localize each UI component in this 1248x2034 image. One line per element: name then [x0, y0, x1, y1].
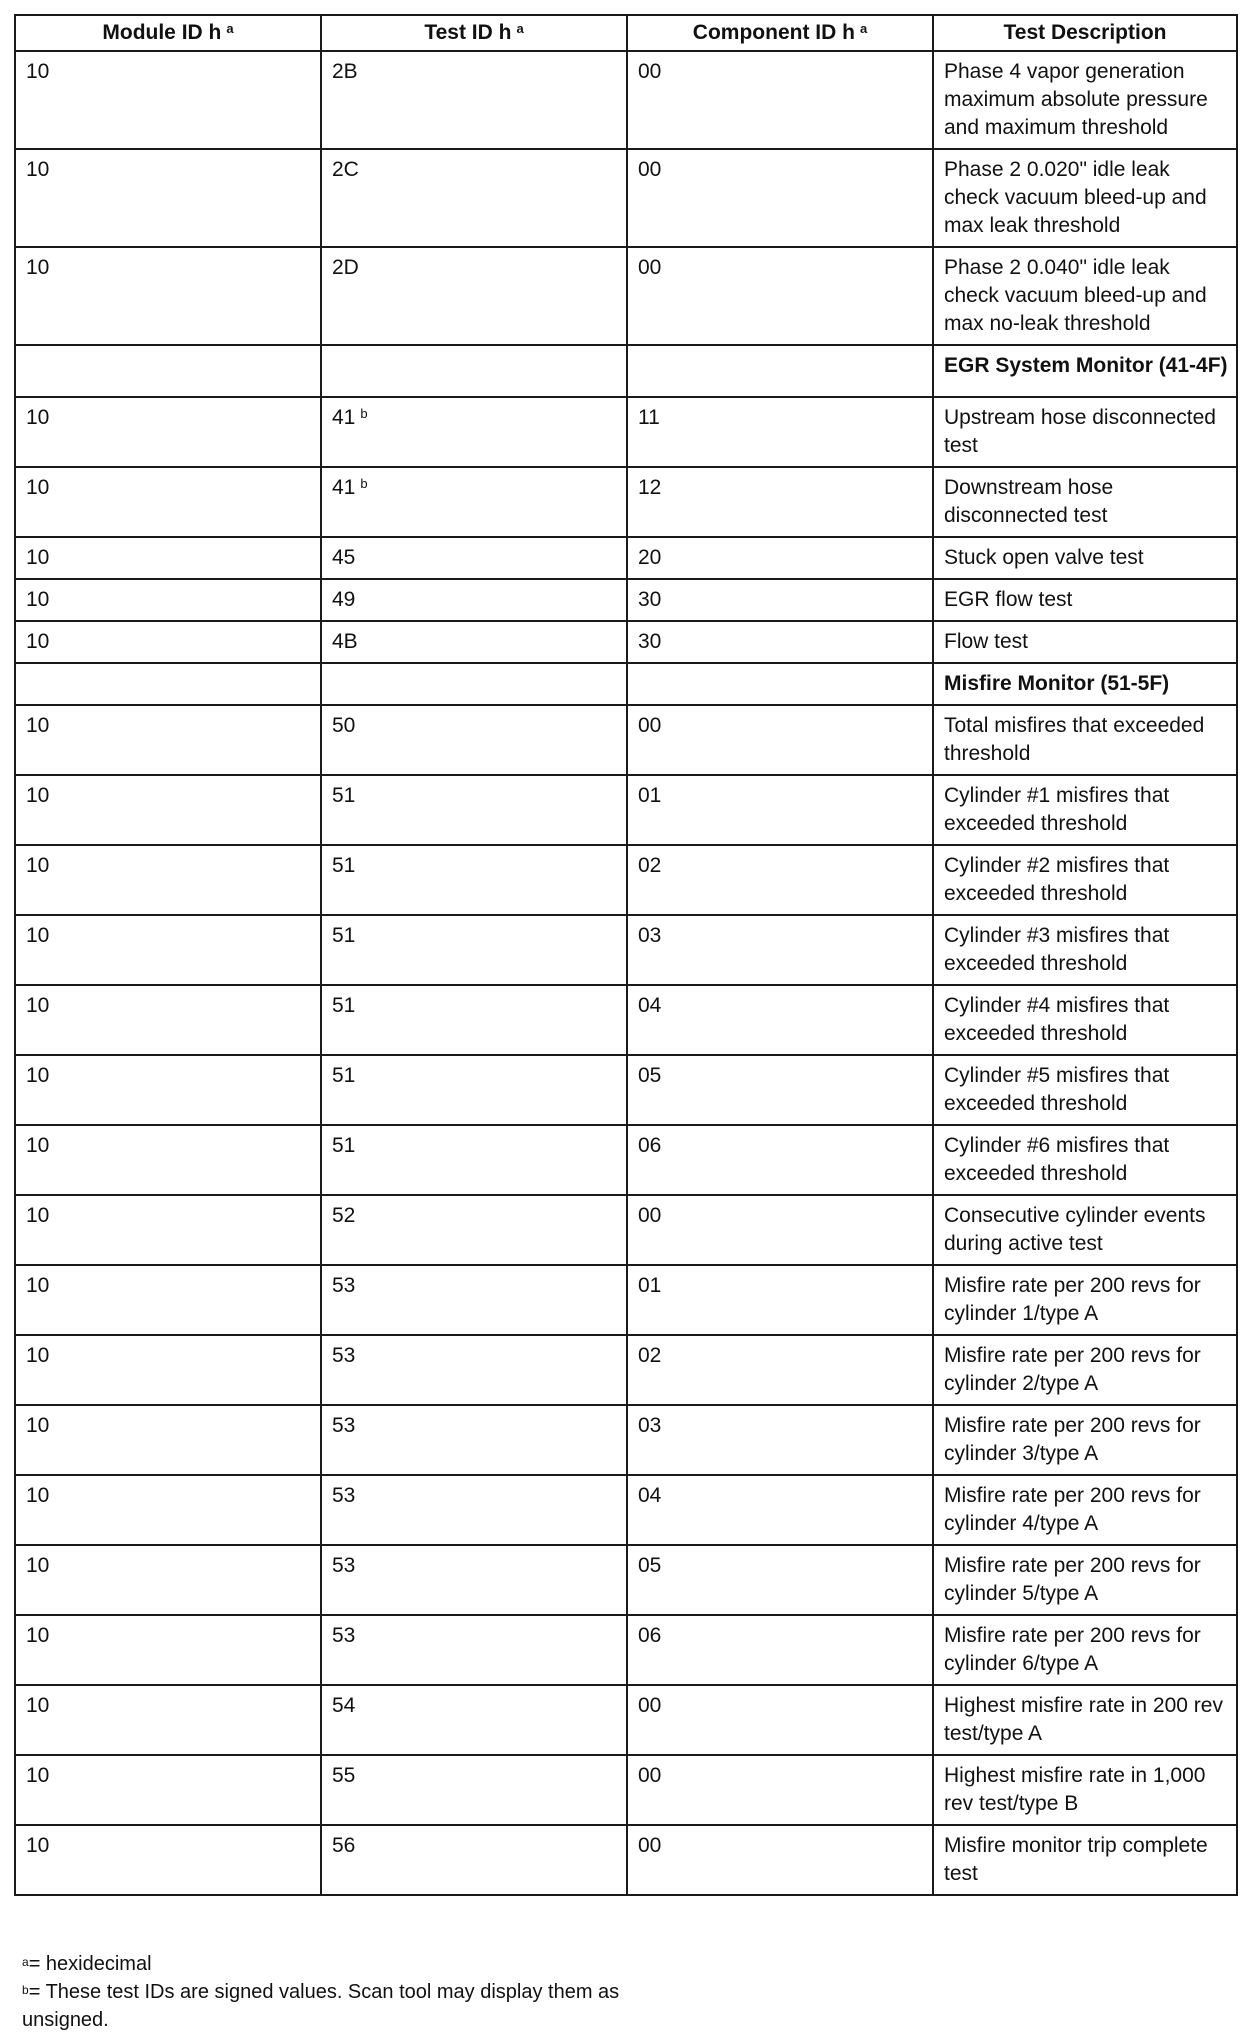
module-id-cell-text: 10 [26, 784, 50, 807]
footnotes [22, 1950, 622, 2034]
test-description-cell-text: Misfire rate per 200 revs for cylinder 1/type A [944, 1274, 1201, 1325]
test-id-cell-text: 50 [332, 714, 356, 737]
module-id-cell-text: 10 [26, 854, 50, 877]
test-id-cell-text: 53 [332, 1624, 356, 1647]
table-row [15, 149, 1237, 247]
module-id-cell [15, 537, 321, 579]
test-id-cell [321, 1615, 627, 1685]
test-description-cell [933, 51, 1237, 149]
test-id-cell-text: 53 [332, 1344, 356, 1367]
test-id-cell-text: 2D [332, 256, 359, 279]
table-row [15, 537, 1237, 579]
footnote-text: = These test IDs are signed values. Scan tool may display them as unsigned. [22, 1981, 620, 2031]
module-id-cell-text: 10 [26, 546, 50, 569]
component-id-cell [627, 51, 933, 149]
component-id-cell [627, 705, 933, 775]
table-row [15, 397, 1237, 467]
component-id-cell-text: 30 [638, 588, 662, 611]
component-id-cell [627, 579, 933, 621]
test-description-cell-text: Misfire rate per 200 revs for cylinder 6/type A [944, 1624, 1201, 1675]
component-id-cell [627, 1825, 933, 1895]
component-id-cell-text: 00 [638, 1694, 662, 1717]
table-row [15, 985, 1237, 1055]
module-id-cell-text: 10 [26, 1834, 50, 1857]
test-description-cell-text: Flow test [944, 630, 1029, 653]
test-id-cell [321, 915, 627, 985]
component-id-cell-text: 00 [638, 1204, 662, 1227]
table-row [15, 1685, 1237, 1755]
test-description-cell [933, 621, 1237, 663]
test-description-cell-text: Cylinder #3 misfires that exceeded threshold [944, 924, 1170, 975]
test-id-cell [321, 1405, 627, 1475]
header-label: Component ID h [692, 21, 855, 44]
component-id-cell [627, 537, 933, 579]
header-component-id [627, 15, 933, 51]
table-row [15, 579, 1237, 621]
test-id-cell-text: 41 [332, 476, 356, 499]
table-row [15, 1405, 1237, 1475]
module-id-cell [15, 845, 321, 915]
module-id-cell [15, 1125, 321, 1195]
test-id-cell [321, 1195, 627, 1265]
test-id-cell-text: 51 [332, 1134, 356, 1157]
test-id-cell [321, 845, 627, 915]
test-id-cell [321, 1475, 627, 1545]
table-header [15, 15, 1237, 51]
module-id-cell [15, 775, 321, 845]
component-id-cell [627, 345, 933, 397]
test-description-cell [933, 1545, 1237, 1615]
component-id-cell-text: 00 [638, 714, 662, 737]
test-id-cell [321, 985, 627, 1055]
test-description-cell [933, 663, 1237, 705]
component-id-cell-text: 04 [638, 994, 662, 1017]
test-description-cell [933, 397, 1237, 467]
component-id-cell-text: 11 [638, 406, 660, 429]
header-test-id [321, 15, 627, 51]
test-description-cell-text: Upstream hose disconnected test [944, 406, 1216, 457]
component-id-cell [627, 1195, 933, 1265]
test-id-cell [321, 1335, 627, 1405]
test-description-cell [933, 247, 1237, 345]
module-id-cell [15, 663, 321, 705]
test-description-cell [933, 1475, 1237, 1545]
test-description-cell [933, 1405, 1237, 1475]
component-id-cell [627, 775, 933, 845]
header-module-id [15, 15, 321, 51]
table-row [15, 775, 1237, 845]
table-row [15, 1545, 1237, 1615]
module-id-cell [15, 247, 321, 345]
component-id-cell-text: 03 [638, 924, 662, 947]
test-id-cell [321, 247, 627, 345]
component-id-cell-text: 00 [638, 1834, 662, 1857]
module-id-cell-text: 10 [26, 1274, 50, 1297]
module-id-cell [15, 149, 321, 247]
component-id-cell-text: 00 [638, 256, 662, 279]
monitor-test-table [14, 14, 1238, 1896]
test-id-cell-text: 49 [332, 588, 356, 611]
test-id-cell-text: 51 [332, 854, 356, 877]
module-id-cell-text: 10 [26, 60, 50, 83]
test-description-cell-text: Total misfires that exceeded threshold [944, 714, 1205, 765]
test-description-cell-text: Misfire rate per 200 revs for cylinder 2/type A [944, 1344, 1201, 1395]
module-id-cell-text: 10 [26, 1414, 50, 1437]
test-description-cell-text: Cylinder #2 misfires that exceeded threshold [944, 854, 1170, 905]
table-row [15, 51, 1237, 149]
test-description-cell [933, 1825, 1237, 1895]
table-row [15, 467, 1237, 537]
module-id-cell [15, 51, 321, 149]
header-row [15, 15, 1237, 51]
table-row [15, 621, 1237, 663]
test-description-cell-text: Highest misfire rate in 1,000 rev test/type B [944, 1764, 1206, 1815]
module-id-cell [15, 1195, 321, 1265]
table-row [15, 1475, 1237, 1545]
test-description-cell [933, 537, 1237, 579]
module-id-cell-text: 10 [26, 1344, 50, 1367]
component-id-cell-text: 20 [638, 546, 662, 569]
test-id-cell [321, 537, 627, 579]
test-description-cell [933, 1685, 1237, 1755]
header-footnote-marker: a [859, 21, 868, 36]
module-id-cell-text: 10 [26, 1204, 50, 1227]
table-row [15, 845, 1237, 915]
test-id-cell [321, 1055, 627, 1125]
component-id-cell [627, 621, 933, 663]
module-id-cell-text: 10 [26, 630, 50, 653]
component-id-cell [627, 1335, 933, 1405]
component-id-cell [627, 1265, 933, 1335]
table-row [15, 705, 1237, 775]
component-id-cell [627, 1755, 933, 1825]
component-id-cell [627, 1055, 933, 1125]
test-description-cell [933, 1055, 1237, 1125]
test-id-footnote-marker: b [360, 406, 368, 421]
component-id-cell [627, 663, 933, 705]
component-id-cell [627, 247, 933, 345]
component-id-cell-text: 06 [638, 1134, 662, 1157]
module-id-cell [15, 1265, 321, 1335]
component-id-cell [627, 1685, 933, 1755]
test-id-cell-text: 51 [332, 784, 356, 807]
section-header-row [15, 345, 1237, 397]
test-id-cell [321, 397, 627, 467]
test-description-cell [933, 149, 1237, 247]
footnote-marker: a [22, 1955, 29, 1969]
module-id-cell-text: 10 [26, 1624, 50, 1647]
module-id-cell [15, 1825, 321, 1895]
test-id-cell [321, 1265, 627, 1335]
test-id-cell [321, 1755, 627, 1825]
test-id-cell-text: 4B [332, 630, 358, 653]
test-description-cell [933, 705, 1237, 775]
test-description-cell [933, 1195, 1237, 1265]
module-id-cell-text: 10 [26, 1694, 50, 1717]
component-id-cell [627, 467, 933, 537]
table-row [15, 915, 1237, 985]
component-id-cell-text: 02 [638, 854, 662, 877]
component-id-cell-text: 01 [638, 784, 662, 807]
component-id-cell [627, 1545, 933, 1615]
component-id-cell [627, 149, 933, 247]
test-description-cell-text: Downstream hose disconnected test [944, 476, 1114, 527]
module-id-cell [15, 1545, 321, 1615]
test-description-cell-text: Misfire rate per 200 revs for cylinder 4/type A [944, 1484, 1201, 1535]
test-id-cell [321, 1825, 627, 1895]
test-description-cell [933, 1125, 1237, 1195]
table-row [15, 1265, 1237, 1335]
module-id-cell-text: 10 [26, 476, 50, 499]
test-id-cell [321, 1685, 627, 1755]
table-row [15, 247, 1237, 345]
component-id-cell [627, 1125, 933, 1195]
component-id-cell-text: 00 [638, 60, 662, 83]
module-id-cell-text: 10 [26, 994, 50, 1017]
test-id-cell [321, 345, 627, 397]
test-id-cell-text: 55 [332, 1764, 356, 1787]
component-id-cell-text: 12 [638, 476, 662, 499]
component-id-cell-text: 05 [638, 1554, 662, 1577]
test-description-cell [933, 579, 1237, 621]
test-id-cell [321, 705, 627, 775]
component-id-cell-text: 00 [638, 158, 662, 181]
test-description-cell-text: Cylinder #4 misfires that exceeded threshold [944, 994, 1170, 1045]
test-id-cell [321, 621, 627, 663]
component-id-cell [627, 1615, 933, 1685]
component-id-cell-text: 30 [638, 630, 662, 653]
module-id-cell [15, 621, 321, 663]
test-id-cell-text: 53 [332, 1484, 356, 1507]
table-row [15, 1055, 1237, 1125]
test-description-cell-text: Misfire rate per 200 revs for cylinder 5/type A [944, 1554, 1201, 1605]
module-id-cell [15, 397, 321, 467]
test-description-cell-text: Cylinder #6 misfires that exceeded threshold [944, 1134, 1170, 1185]
table-row [15, 1195, 1237, 1265]
header-label: Module ID h [102, 21, 222, 44]
header-footnote-marker: a [226, 21, 234, 36]
test-description-cell-text: Phase 2 0.020" idle leak check vacuum bleed-up and max leak threshold [944, 158, 1207, 237]
test-id-cell-text: 52 [332, 1204, 356, 1227]
component-id-cell-text: 05 [638, 1064, 662, 1087]
test-description-cell-text: EGR flow test [944, 588, 1073, 611]
header-test-description [933, 15, 1237, 51]
footnote-marker: b [22, 1983, 29, 1997]
test-id-cell-text: 2B [332, 60, 358, 83]
test-description-cell-text: Consecutive cylinder events during active test [944, 1204, 1206, 1255]
header-label: Test ID h [424, 21, 512, 44]
footnote-text: = hexidecimal [28, 1953, 152, 1975]
component-id-cell-text: 00 [638, 1764, 662, 1787]
test-id-cell-text: 51 [332, 994, 356, 1017]
test-description-cell-text: Cylinder #5 misfires that exceeded threshold [944, 1064, 1170, 1115]
test-id-cell-text: 53 [332, 1274, 356, 1297]
module-id-cell [15, 705, 321, 775]
test-description-cell [933, 985, 1237, 1055]
module-id-cell [15, 467, 321, 537]
test-id-cell-text: 54 [332, 1694, 356, 1717]
footnote-b [22, 1978, 622, 2034]
component-id-cell [627, 915, 933, 985]
module-id-cell-text: 10 [26, 406, 50, 429]
module-id-cell-text: 10 [26, 1554, 50, 1577]
module-id-cell-text: 10 [26, 1134, 50, 1157]
component-id-cell [627, 845, 933, 915]
module-id-cell-text: 10 [26, 1484, 50, 1507]
module-id-cell [15, 1475, 321, 1545]
module-id-cell-text: 10 [26, 158, 50, 181]
component-id-cell [627, 1405, 933, 1475]
test-id-cell [321, 1125, 627, 1195]
test-description-cell-text: Misfire Monitor (51-5F) [944, 672, 1170, 695]
test-id-cell-text: 53 [332, 1414, 356, 1437]
test-description-cell-text: Phase 4 vapor generation maximum absolute pressure and maximum threshold [944, 60, 1208, 139]
table-row [15, 1755, 1237, 1825]
test-id-cell-text: 51 [332, 924, 356, 947]
test-description-cell-text: Cylinder #1 misfires that exceeded threshold [944, 784, 1170, 835]
test-description-cell [933, 467, 1237, 537]
test-description-cell-text: Highest misfire rate in 200 rev test/type A [944, 1694, 1223, 1745]
module-id-cell [15, 1335, 321, 1405]
module-id-cell-text: 10 [26, 1764, 50, 1787]
component-id-cell-text: 04 [638, 1484, 662, 1507]
test-description-cell-text: Misfire rate per 200 revs for cylinder 3/type A [944, 1414, 1201, 1465]
test-id-footnote-marker: b [360, 476, 368, 491]
test-id-cell-text: 45 [332, 546, 356, 569]
module-id-cell [15, 985, 321, 1055]
document-page [14, 14, 1236, 2031]
test-id-cell [321, 149, 627, 247]
test-description-cell [933, 1755, 1237, 1825]
module-id-cell-text: 10 [26, 924, 50, 947]
table-body [15, 51, 1237, 1895]
module-id-cell [15, 579, 321, 621]
test-description-cell-text: EGR System Monitor (41-4F) [944, 354, 1228, 377]
test-description-cell-text: Misfire monitor trip complete test [944, 1834, 1208, 1885]
component-id-cell-text: 01 [638, 1274, 662, 1297]
table-row [15, 1125, 1237, 1195]
test-id-cell [321, 663, 627, 705]
test-description-cell [933, 345, 1237, 397]
table-row [15, 1825, 1237, 1895]
header-footnote-marker: a [516, 21, 524, 36]
section-header-row [15, 663, 1237, 705]
footnote-a [22, 1950, 622, 1978]
test-id-cell [321, 467, 627, 537]
component-id-cell-text: 06 [638, 1624, 662, 1647]
component-id-cell [627, 397, 933, 467]
component-id-cell-text: 02 [638, 1344, 662, 1367]
module-id-cell-text: 10 [26, 256, 50, 279]
module-id-cell-text: 10 [26, 1064, 50, 1087]
module-id-cell-text: 10 [26, 588, 50, 611]
test-id-cell [321, 775, 627, 845]
test-id-cell-text: 56 [332, 1834, 356, 1857]
table-row [15, 1615, 1237, 1685]
module-id-cell [15, 1755, 321, 1825]
module-id-cell [15, 915, 321, 985]
test-id-cell [321, 51, 627, 149]
component-id-cell-text: 03 [638, 1414, 662, 1437]
component-id-cell [627, 985, 933, 1055]
test-id-cell [321, 579, 627, 621]
component-id-cell [627, 1475, 933, 1545]
module-id-cell-text: 10 [26, 714, 50, 737]
header-label: Test Description [1003, 21, 1167, 44]
test-description-cell-text: Phase 2 0.040" idle leak check vacuum bleed-up and max no-leak threshold [944, 256, 1207, 335]
test-id-cell-text: 2C [332, 158, 359, 181]
test-description-cell-text: Stuck open valve test [944, 546, 1144, 569]
test-id-cell [321, 1545, 627, 1615]
module-id-cell [15, 1055, 321, 1125]
test-id-cell-text: 41 [332, 406, 356, 429]
test-description-cell [933, 845, 1237, 915]
test-description-cell [933, 1615, 1237, 1685]
test-description-cell [933, 1335, 1237, 1405]
module-id-cell [15, 1685, 321, 1755]
test-description-cell [933, 1265, 1237, 1335]
table-row [15, 1335, 1237, 1405]
module-id-cell [15, 1615, 321, 1685]
module-id-cell [15, 345, 321, 397]
test-id-cell-text: 53 [332, 1554, 356, 1577]
test-description-cell [933, 915, 1237, 985]
test-id-cell-text: 51 [332, 1064, 356, 1087]
module-id-cell [15, 1405, 321, 1475]
test-description-cell [933, 775, 1237, 845]
